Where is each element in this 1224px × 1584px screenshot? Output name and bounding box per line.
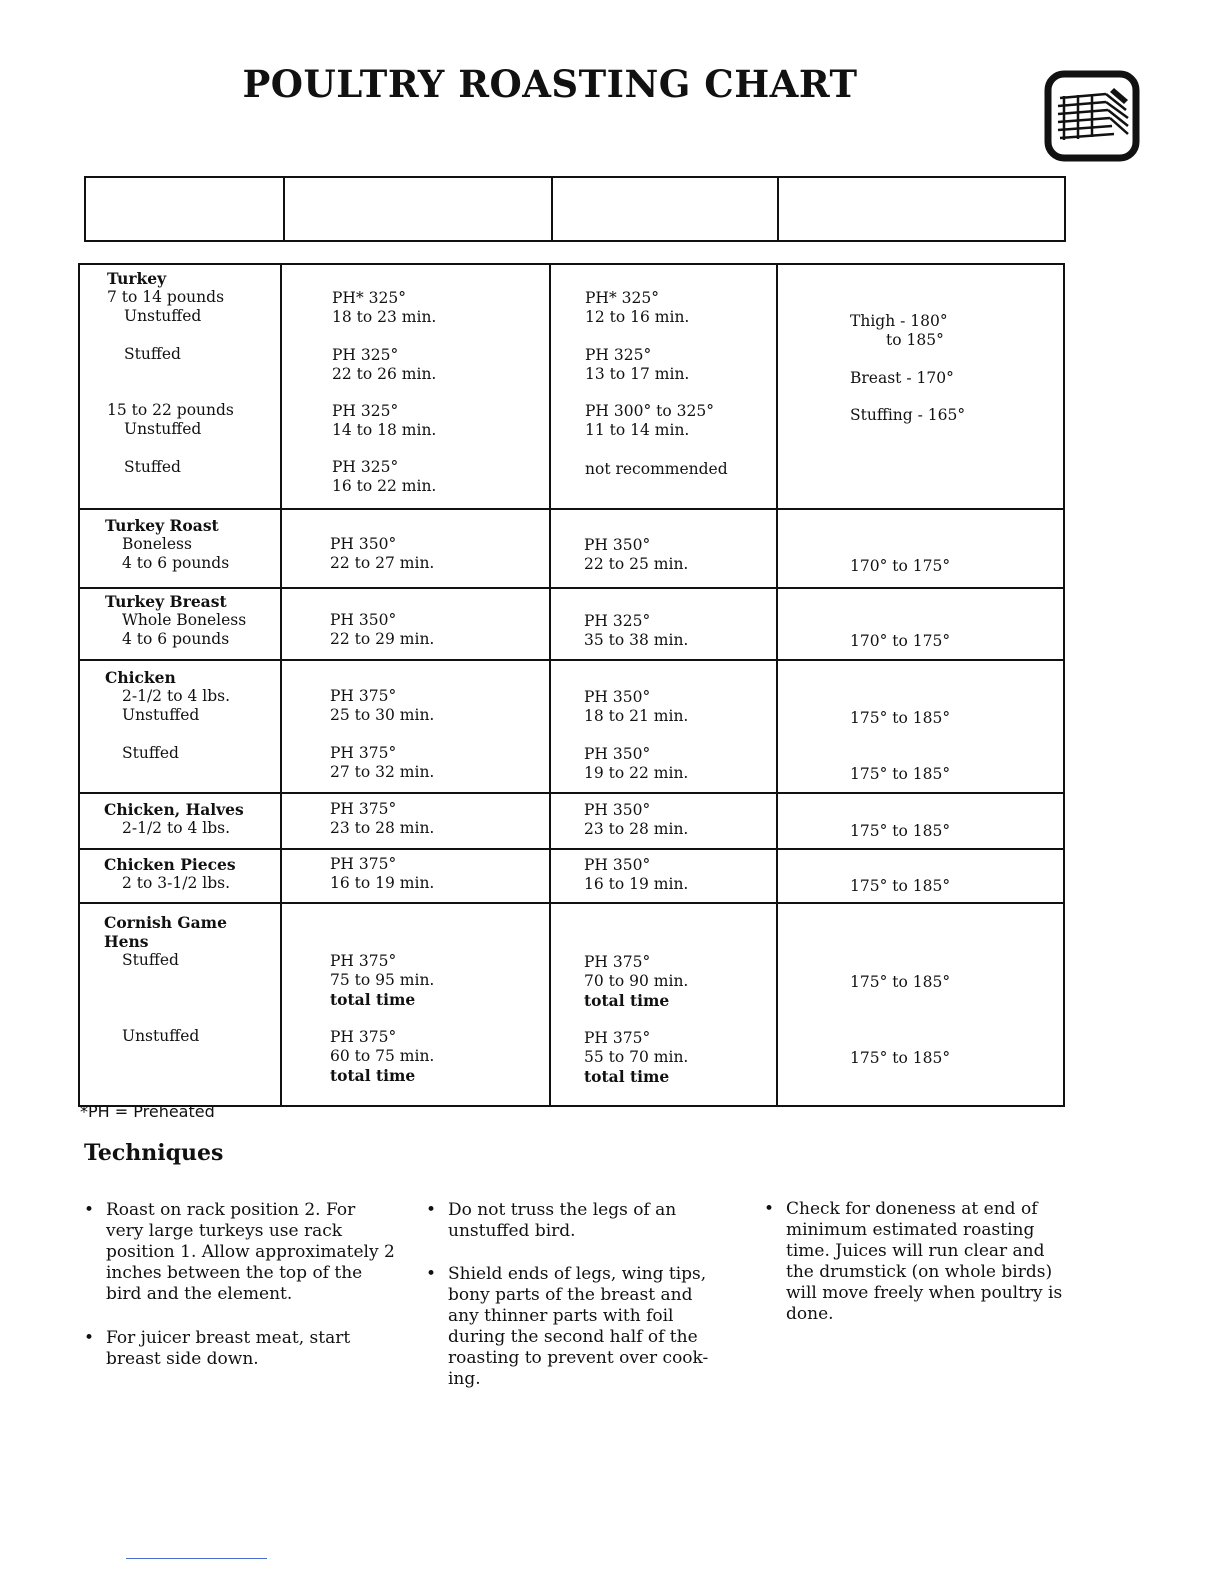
- time: 22 to 26 min.: [332, 365, 437, 383]
- cut-detail: 4 to 6 pounds: [122, 630, 230, 648]
- internal-temp: Breast - 170°: [850, 369, 954, 387]
- technique-bullet: • For juicer breast meat, start breast side down.: [84, 1328, 351, 1369]
- cut-detail: 2-1/2 to 4 lbs.: [122, 687, 231, 705]
- total-time: total time: [330, 1066, 416, 1085]
- time: 16 to 19 min.: [330, 874, 435, 892]
- internal-temp: 170° to 175°: [850, 557, 951, 575]
- time: 22 to 29 min.: [330, 630, 435, 648]
- time: 18 to 23 min.: [332, 308, 437, 326]
- footnote: *PH = Preheated: [80, 1102, 215, 1121]
- internal-temp: 175° to 185°: [850, 709, 951, 727]
- cut-label: Chicken, Halves: [104, 800, 244, 819]
- internal-temp: to 185°: [886, 331, 944, 349]
- technique-text: Shield ends of legs, wing tips, bony parts of the breast and any thinner parts with foil during the second half of the roasting to prevent over cook-ing.: [448, 1264, 709, 1389]
- column-header-box: [84, 176, 1066, 242]
- conventional-cell: [280, 265, 549, 508]
- time: 70 to 90 min.: [584, 972, 689, 990]
- time: 23 to 28 min.: [330, 819, 435, 837]
- time: 12 to 16 min.: [585, 308, 690, 326]
- temperature: PH 375°: [330, 687, 397, 705]
- time: 16 to 19 min.: [584, 875, 689, 893]
- cut-label: Cornish Game Hens: [104, 913, 227, 951]
- internal-temp: 175° to 185°: [850, 877, 951, 895]
- cut-detail: Stuffed: [124, 345, 181, 363]
- table-row: [80, 792, 1063, 848]
- not-recommended: not recommended: [585, 460, 728, 478]
- cut-label: Chicken: [105, 668, 176, 687]
- time: 19 to 22 min.: [584, 764, 689, 782]
- time: 23 to 28 min.: [584, 820, 689, 838]
- table-row: [80, 902, 1063, 1105]
- technique-bullet: • Roast on rack position 2. For very large turkeys use rack position 1. Allow approximately 2 inches between the top of the bird and the element.: [84, 1200, 395, 1304]
- temperature: PH 375°: [330, 744, 397, 762]
- temperature: PH 325°: [332, 402, 399, 420]
- cut-detail: Unstuffed: [124, 420, 202, 438]
- time: 14 to 18 min.: [332, 421, 437, 439]
- cut-label: Turkey Breast: [105, 592, 227, 611]
- temperature: PH 350°: [584, 536, 651, 554]
- temperature: PH 375°: [584, 953, 651, 971]
- cut-detail: Stuffed: [122, 744, 179, 762]
- temperature: PH 350°: [584, 745, 651, 763]
- cut-label: Turkey: [107, 269, 167, 288]
- time: 60 to 75 min.: [330, 1047, 435, 1065]
- time: 11 to 14 min.: [585, 421, 690, 439]
- technique-bullet: • Do not truss the legs of an unstuffed bird.: [426, 1200, 677, 1241]
- cut-detail: Stuffed: [124, 458, 181, 476]
- cut-cell: [80, 265, 280, 508]
- cut-detail: Whole Boneless: [122, 611, 247, 629]
- temperature: PH 375°: [330, 855, 397, 873]
- time: 22 to 25 min.: [584, 555, 689, 573]
- cut-label: Chicken Pieces: [104, 855, 236, 874]
- oven-rack-icon: [1044, 70, 1140, 162]
- temperature: PH 350°: [330, 611, 397, 629]
- temperature: PH 375°: [330, 800, 397, 818]
- temperature: PH 325°: [585, 346, 652, 364]
- divider: [126, 1558, 267, 1559]
- roasting-chart-table: [78, 263, 1065, 1107]
- technique-text: Roast on rack position 2. For very large turkeys use rack position 1. Allow approximately 2 inches between the top of the bird and the element.: [106, 1200, 395, 1304]
- cut-detail: 2-1/2 to 4 lbs.: [122, 819, 231, 837]
- time: 16 to 22 min.: [332, 477, 437, 495]
- internal-temp: Stuffing - 165°: [850, 406, 966, 424]
- cut-label: Turkey Roast: [105, 516, 219, 535]
- table-row: [80, 587, 1063, 659]
- technique-text: Check for doneness at end of minimum estimated roasting time. Juices will run clear and the drumstick (on whole birds) will move freely when poultry is done.: [786, 1199, 1063, 1324]
- cut-detail: Boneless: [122, 535, 192, 553]
- temperature: PH 375°: [330, 952, 397, 970]
- time: 22 to 27 min.: [330, 554, 435, 572]
- internal-temp: 170° to 175°: [850, 632, 951, 650]
- time: 18 to 21 min.: [584, 707, 689, 725]
- time: 13 to 17 min.: [585, 365, 690, 383]
- temperature: PH 325°: [332, 458, 399, 476]
- cut-detail: Unstuffed: [122, 1027, 200, 1045]
- cut-detail: Unstuffed: [124, 307, 202, 325]
- time: 25 to 30 min.: [330, 706, 435, 724]
- temperature: PH 325°: [332, 346, 399, 364]
- technique-text: For juicer breast meat, start breast side down.: [106, 1328, 351, 1369]
- internal-temp: 175° to 185°: [850, 973, 951, 991]
- technique-bullet: • Check for doneness at end of minimum estimated roasting time. Juices will run clear and the drumstick (on whole birds) will move freely when poultry is done.: [764, 1199, 1063, 1324]
- technique-text: Do not truss the legs of an unstuffed bird.: [448, 1200, 677, 1241]
- temperature: PH* 325°: [332, 289, 406, 307]
- page-title: POULTRY ROASTING CHART: [242, 62, 858, 106]
- cut-detail: Stuffed: [122, 951, 179, 969]
- cut-detail: 4 to 6 pounds: [122, 554, 230, 572]
- table-row: [80, 848, 1063, 902]
- table-row: [80, 508, 1063, 587]
- time: 75 to 95 min.: [330, 971, 435, 989]
- temperature: PH 350°: [584, 688, 651, 706]
- temperature: PH 350°: [330, 535, 397, 553]
- cut-detail: Unstuffed: [122, 706, 200, 724]
- techniques-heading: Techniques: [84, 1140, 224, 1166]
- total-time: total time: [330, 990, 416, 1009]
- table-row: [80, 659, 1063, 792]
- temperature: PH 350°: [584, 856, 651, 874]
- time: 27 to 32 min.: [330, 763, 435, 781]
- temperature: PH* 325°: [585, 289, 659, 307]
- internal-temp: Thigh - 180°: [850, 312, 948, 330]
- temperature: PH 325°: [584, 612, 651, 630]
- time: 55 to 70 min.: [584, 1048, 689, 1066]
- cut-detail: 7 to 14 pounds: [107, 288, 225, 306]
- internal-temp-cell: [776, 265, 1065, 508]
- technique-bullet: • Shield ends of legs, wing tips, bony parts of the breast and any thinner parts with foil during the second half of the roasting to prevent over cook-ing.: [426, 1264, 709, 1389]
- temperature: PH 300° to 325°: [585, 402, 714, 420]
- temperature: PH 350°: [584, 801, 651, 819]
- cut-detail: 15 to 22 pounds: [107, 401, 234, 419]
- internal-temp: 175° to 185°: [850, 765, 951, 783]
- internal-temp: 175° to 185°: [850, 822, 951, 840]
- temperature: PH 375°: [330, 1028, 397, 1046]
- convection-cell: [549, 265, 776, 508]
- table-row: [80, 265, 1063, 508]
- total-time: total time: [584, 1067, 670, 1086]
- cut-detail: 2 to 3-1/2 lbs.: [122, 874, 231, 892]
- total-time: total time: [584, 991, 670, 1010]
- time: 35 to 38 min.: [584, 631, 689, 649]
- temperature: PH 375°: [584, 1029, 651, 1047]
- internal-temp: 175° to 185°: [850, 1049, 951, 1067]
